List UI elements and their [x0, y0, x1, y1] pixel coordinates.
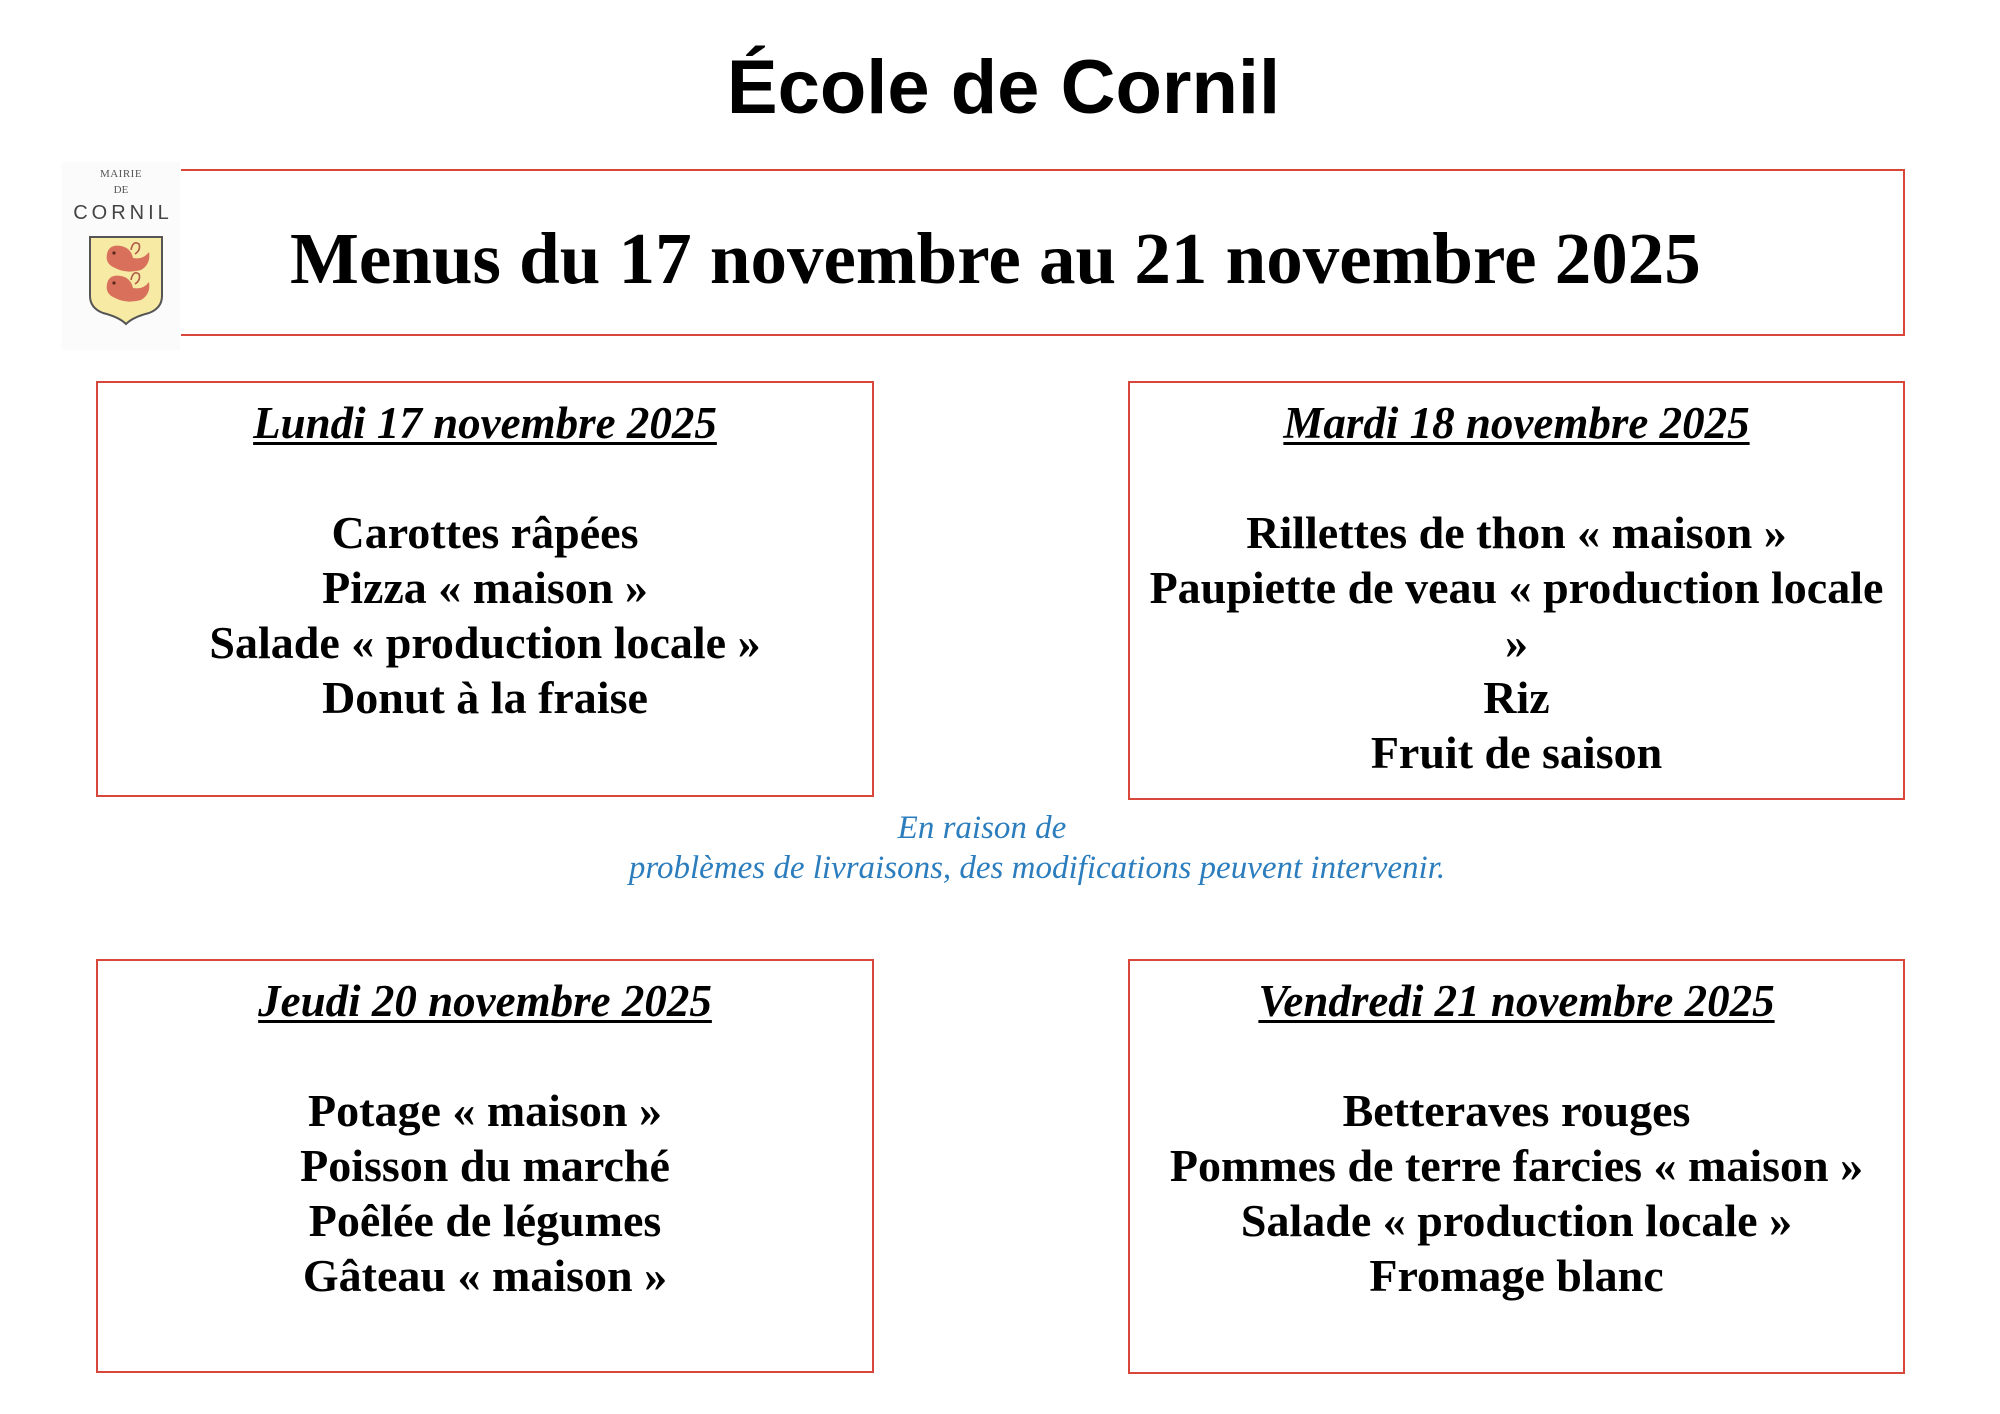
menu-item: Fruit de saison	[1370, 727, 1663, 778]
menu-item: Poisson du marché	[300, 1140, 670, 1191]
menu-item: Rillettes de thon « maison »	[1246, 507, 1787, 558]
menu-item: Poêlée de légumes	[308, 1195, 662, 1246]
menu-item: Salade « production locale »	[209, 617, 761, 668]
menu-item: Pizza « maison »	[322, 562, 648, 613]
mairie-logo	[62, 162, 180, 350]
day-heading: Vendredi 21 novembre 2025	[1258, 976, 1775, 1026]
notice-line-2: problèmes de livraisons, des modifications peuvent intervenir.	[628, 850, 1446, 886]
day-card-lundi	[96, 381, 874, 797]
menu-item: Paupiette de veau « production locale »	[1149, 562, 1884, 668]
menu-item: Pommes de terre farcies « maison »	[1169, 1140, 1864, 1191]
logo-text-de: DE	[113, 184, 129, 196]
page-title: École de Cornil	[726, 45, 1281, 130]
day-card-vendredi	[1128, 959, 1905, 1374]
menu-item: Potage « maison »	[308, 1085, 662, 1136]
menu-item: Carottes râpées	[331, 507, 639, 558]
notice-line-1: En raison de	[897, 810, 1067, 846]
day-heading: Mardi 18 novembre 2025	[1283, 398, 1750, 448]
menu-list	[1148, 505, 1885, 780]
delivery-notice	[0, 808, 2000, 888]
week-title: Menus du 17 novembre au 21 novembre 2025	[290, 218, 1701, 299]
menu-list	[116, 505, 854, 725]
logo-text-cornil: CORNIL	[73, 202, 173, 224]
day-heading: Jeudi 20 novembre 2025	[258, 976, 712, 1026]
logo-text-mairie: MAIRIE	[99, 168, 143, 180]
menu-item: Fromage blanc	[1369, 1250, 1664, 1301]
menu-item: Riz	[1483, 672, 1550, 723]
menu-list	[116, 1083, 854, 1303]
day-heading: Lundi 17 novembre 2025	[253, 398, 717, 448]
menu-list	[1148, 1083, 1885, 1303]
day-card-jeudi	[96, 959, 874, 1373]
menu-item: Gâteau « maison »	[302, 1250, 668, 1301]
week-header-banner	[181, 169, 1905, 336]
menu-item: Donut à la fraise	[322, 672, 648, 723]
menu-item: Betteraves rouges	[1342, 1085, 1691, 1136]
menu-item: Salade « production locale »	[1240, 1195, 1793, 1246]
day-card-mardi	[1128, 381, 1905, 800]
coat-of-arms-shield-icon	[87, 234, 165, 326]
